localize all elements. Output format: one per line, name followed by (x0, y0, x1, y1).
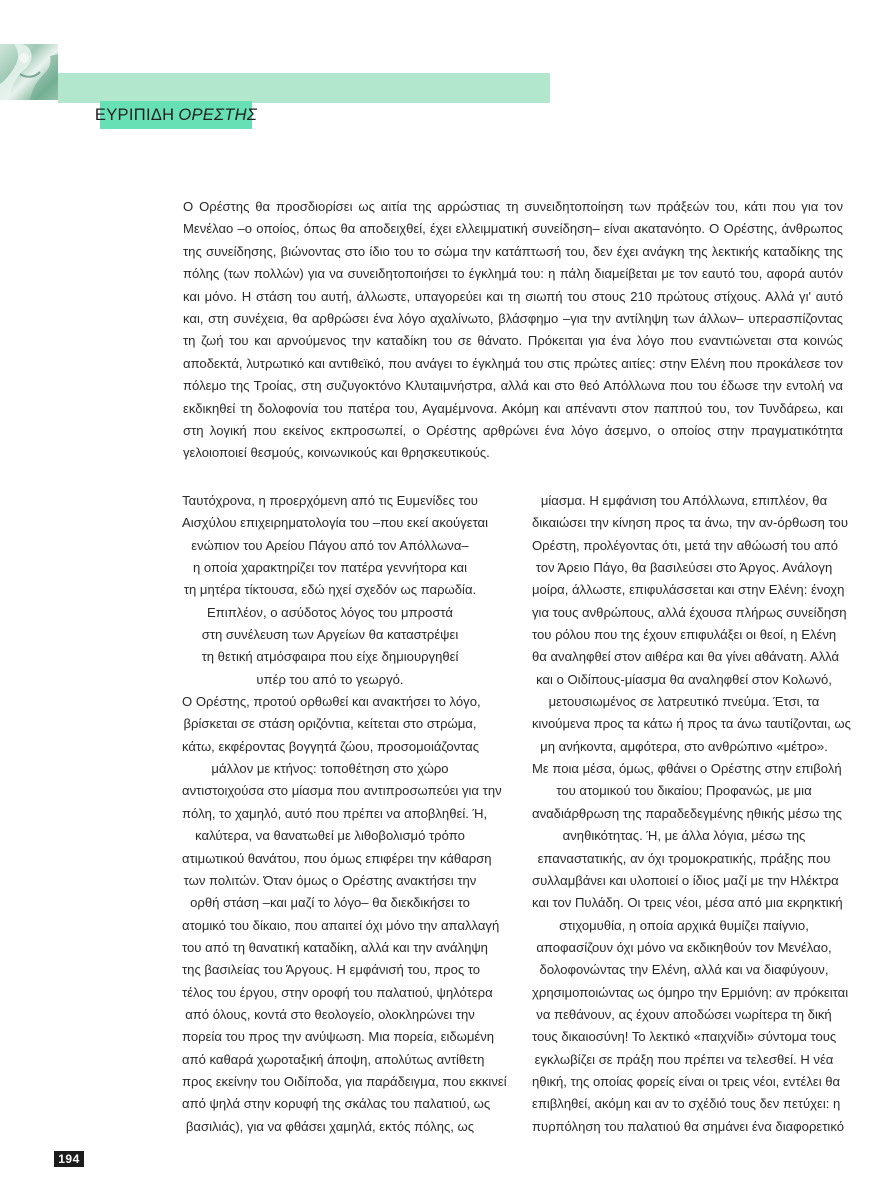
header-band (58, 73, 550, 103)
right-line: συλλαμβάνει και υλοποιεί ο ίδιος μαζί με την Ηλέκτρα (532, 872, 839, 888)
running-title (94, 101, 258, 129)
right-line: Ορέστη, προλέγοντας ότι, μετά την αθώωσή του από (532, 537, 838, 553)
right-line: μη ανήκοντα, αμφότερα, στο ανθρώπινο «μέτρο». (540, 738, 828, 754)
right-line: χρησιμοποιώντας ως όμηρο την Ερμιόνη: αν πρόκειται (532, 984, 849, 1000)
right-line: τον Άρειο Πάγο, θα βασιλεύσει στο Άργος. Ανάλογη (535, 560, 833, 576)
left-line: αντιστοιχούσα στο μίασμα που αντιπροσωπεύει για την (182, 783, 502, 799)
right-line: για τους ανθρώπους, αλλά έχουσα πλήρως συνείδηση (532, 604, 847, 620)
right-line: μίασμα. Η εμφάνιση του Απόλλωνα, επιπλέον, θα (540, 493, 828, 508)
left-column (182, 490, 507, 1138)
left-line: ορθή στάση –και μαζί το λόγο– θα διεκδικήσει το (190, 895, 470, 911)
left-line: από όλους, κοντά στο θεολογείο, ολοκληρώνει την (185, 1006, 475, 1022)
left-line: Επιπλέον, ο ασύδοτος λόγος του μπροστά (207, 604, 453, 620)
left-line: κάτω, εκφέροντας βογγητά ζώου, προσομοιάζοντας (182, 738, 480, 754)
left-line: του από τη θανατική καταδίκη, αλλά και την ανάληψη (182, 939, 488, 955)
left-line: προς εκείνην του Οιδίποδα, για παράδειγμα, που εκκινεί (182, 1073, 507, 1089)
left-line: ενώπιον του Αρείου Πάγου από τον Απόλλωνα– (191, 537, 469, 553)
left-line: υπέρ του από το γεωργό. (256, 671, 404, 687)
right-line: και τον Πυλάδη. Οι τρεις νέοι, μέσα από μια εκρηκτική (532, 895, 843, 911)
right-line: θα αναληφθεί στον αιθέρα και θα γίνει αθάνατη. Αλλά (532, 649, 840, 665)
left-line: τη μητέρα τίκτουσα, εδώ ηχεί σχεδόν ως παρωδία. (183, 582, 477, 598)
right-line: τους δικαιοσύνη! Το λεκτικό «παιχνίδι» σύντομα τους (532, 1029, 837, 1045)
left-line: μάλλον με κτήνος: τοποθέτηση στο χώρο (211, 761, 449, 777)
left-line: στη συνέλευση των Αργείων θα καταστρέψει (201, 627, 459, 643)
right-line: κινούμενα προς τα κάτω ή προς τα άνω ταυτίζονται, ως (532, 716, 851, 732)
left-line: βρίσκεται σε στάση οριζόντια, κείτεται στο στρώμα, (183, 716, 477, 732)
left-line: Ο Ορέστης, προτού ορθωθεί και ανακτήσει το λόγο, (182, 694, 481, 710)
right-line: ηθική, της οποίας φορείς είναι οι τρεις νέοι, εντέλει θα (532, 1073, 841, 1089)
right-line: δικαιώσει την κίνηση προς τα άνω, την αν-όρθωση του (532, 515, 848, 531)
left-line: πόλη, το χαμηλό, αυτό που πρέπει να αποβληθεί. Ή, (182, 805, 488, 821)
right-line: δολοφονώντας την Ελένη, αλλά και να διαφύγουν, (539, 962, 829, 978)
intro-paragraph: Ο Ορέστης θα προσδιορίσει ως αιτία της αρρώστιας τη συνειδητοποίηση των πράξεών του, κάτι που για τον Μενέλαο –ο οποίος, όπως θα αποδειχθεί, έχει ελλειμματική συνείδηση– είναι ακατανόητο. Ο Ορέστης, άνθρωπος της συνείδησης, βιώνοντας στο ίδιο του το σώμα την κατάπτωσή του, δεν έχει ανάγκη της λεκτικής καταδίκης της πόλης (των πολλών) για να συνειδητοποιήσει το έγκλημά του: η πάλη διαμείβεται με τον εαυτό του, αφορά αυτόν και μόνο. Η στάση του αυτή, άλλωστε, υπαγορεύει και τη σιωπή του στους 210 πρώτους στίχους. Αλλά γι' αυτό και, στη συνέχεια, θα αρθρώσει ένα λόγο αχαλίνωτο, βλάσφημο –για την αντίληψη των άλλων– υπερασπίζοντας τη ζωή του και αρνούμενος την καταδίκη του σε θάνατο. Πρόκειται για ένα λόγο που εναντιώνεται στα κοινώς αποδεκτά, λυτρωτικό και αντιθεϊκό, που ανάγει το έγκλημά του στις πρώτες αιτίες: στην Ελένη που προκάλεσε τον πόλεμο της Τροίας, στη συζυγοκτόνο Κλυταιμνήστρα, αλλά και στο θεό Απόλλωνα που του έδωσε την εντολή να εκδικηθεί τη δολοφονία του πατέρα του, Αγαμέμνονα. Ακόμη και απέναντι στον παππού του, τον Τυνδάρεω, και στη λογική που εκείνος εκπροσωπεί, ο Ορέστης αρθρώνει ένα λόγο άσεμνο, ο οποίος στην πραγματικότητα γελοιοποιεί θεσμούς, κοινωνικούς και θρησκευτικούς. (183, 199, 843, 461)
right-line: του ρόλου που της έχουν επιφυλάξει οι θεοί, η Ελένη (532, 627, 837, 643)
right-line: επιβληθεί, ακόμη και αν το σχέδιό τους δεν πετύχει: η (532, 1096, 841, 1112)
left-line: Αισχύλου επιχειρηματολογία του –που εκεί ακούγεται (182, 515, 489, 531)
right-line: στιχομυθία, η οποία αρχικά θυμίζει παίγνιο, (559, 917, 809, 933)
left-line: από ψηλά στην κορυφή της σκάλας του παλατιού, ως (182, 1096, 491, 1112)
left-line: της βασιλείας του Άργους. Η εμφάνισή του, προς το (182, 962, 481, 978)
right-line: του ατομικού του δικαίου; Προφανώς, με μια (556, 783, 812, 799)
right-line: εγκλωβίζει σε πράξη που πρέπει να τελεσθεί. Η νέα (534, 1051, 834, 1067)
right-column (532, 490, 851, 1138)
right-line: πυρπόληση του παλατιού θα σημάνει ένα διαφορετικό (532, 1118, 844, 1134)
right-line: μοίρα, άλλωστε, επιφυλάσσεται και στην Ελένη: ένοχη (532, 582, 845, 598)
left-line: βασιλιάς), για να φθάσει χαμηλά, εκτός πόλης, ως (185, 1118, 475, 1134)
right-line: Με ποια μέσα, όμως, φθάνει ο Ορέστης στην επιβολή (532, 761, 842, 777)
left-line: από καθαρά χωροταξική άποψη, απολύτως αντίθετη (182, 1051, 485, 1067)
left-line: ατομικό του δίκαιο, που απαιτεί όχι μόνο την απαλλαγή (182, 917, 500, 933)
page-number: 194 (54, 1151, 84, 1167)
left-line: πορεία του προς την ανύψωση. Μια πορεία, ειδωμένη (182, 1029, 495, 1045)
left-line: Ταυτόχρονα, η προερχόμενη από τις Ευμενίδες του (182, 493, 478, 508)
left-line: τέλος του έργου, στην οροφή του παλατιού, ψηλότερα (182, 984, 493, 1000)
left-line: τη θετική ατμόσφαιρα που είχε δημιουργηθεί (201, 649, 459, 665)
right-line: αποφασίζουν όχι μόνο να εκδικηθούν τον Μενέλαο, (536, 939, 832, 955)
title-play: ΟΡΕΣΤΗΣ (178, 105, 258, 124)
corner-photo-thumbnail (0, 44, 58, 100)
title-author: ΕΥΡΙΠΙΔΗ (94, 105, 175, 124)
right-line: μετουσιωμένος σε λατρευτικό πνεύμα. Έτσι, τα (548, 694, 820, 710)
right-line: και ο Οιδίπους-μίασμα θα αναληφθεί στον Κολωνό, (536, 671, 832, 687)
left-line: η οποία χαρακτηρίζει τον πατέρα γεννήτορα και (193, 560, 467, 576)
right-line: να πεθάνουν, ας έχουν αποδώσει νωρίτερα τη δική (536, 1006, 832, 1022)
right-line: επαναστατικής, αν όχι τρομοκρατικής, πράξης που (537, 850, 831, 866)
right-line: ανηθικότητας. Ή, με άλλα λόγια, μέσω της (562, 828, 806, 844)
left-line: καλύτερα, να θανατωθεί με λιθοβολισμό τρόπο (195, 828, 465, 844)
left-line: ατιμωτικού θανάτου, που όμως επιφέρει την κάθαρση (182, 850, 492, 866)
right-line: αναδιάρθρωση της παραδεδεγμένης ηθικής μέσω της (532, 805, 842, 821)
left-line: των πολιτών. Όταν όμως ο Ορέστης ανακτήσει την (183, 872, 477, 888)
